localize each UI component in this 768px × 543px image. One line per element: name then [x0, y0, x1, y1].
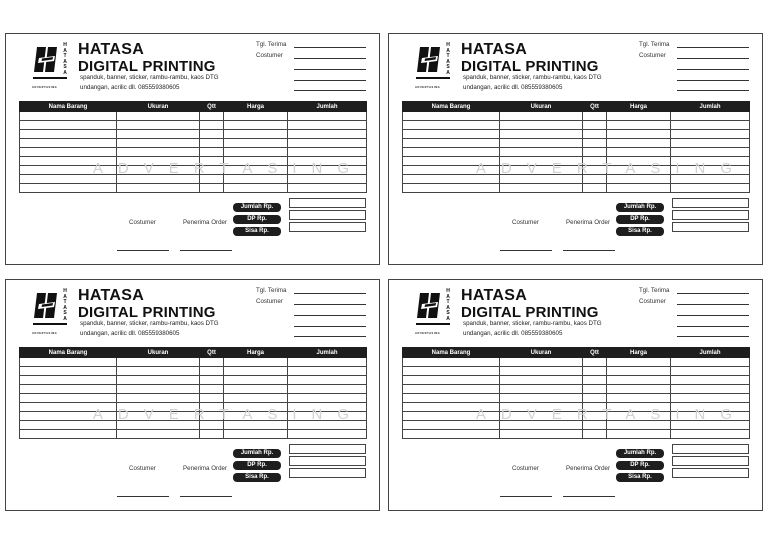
table-cell[interactable] [671, 139, 750, 148]
table-cell[interactable] [671, 148, 750, 157]
table-cell[interactable] [20, 394, 117, 403]
column-header: Harga [224, 102, 288, 112]
brand-title: HATASA [78, 41, 145, 58]
table-row [20, 184, 367, 193]
table-cell[interactable] [500, 376, 583, 385]
brand-title: HATASA [461, 41, 528, 58]
signature-costumer-label: Costumer [129, 465, 156, 472]
signature-costumer-line[interactable] [117, 250, 169, 251]
table-cell[interactable] [607, 394, 671, 403]
dp-label: DP Rp. [616, 215, 664, 224]
brand-subtitle: DIGITAL PRINTING [78, 58, 216, 75]
column-header: Nama Barang [403, 348, 500, 358]
table-cell[interactable] [607, 130, 671, 139]
table-row [20, 148, 367, 157]
table-body [20, 358, 367, 439]
table-cell[interactable] [671, 367, 750, 376]
signature-penerima-label: Penerima Order [566, 465, 611, 472]
jumlah-field[interactable] [672, 198, 749, 208]
costumer-line[interactable] [677, 58, 749, 59]
column-header: Harga [224, 348, 288, 358]
table-cell[interactable] [20, 148, 117, 157]
brand-title: HATASA [461, 287, 528, 304]
table-cell[interactable] [117, 130, 200, 139]
table-cell[interactable] [200, 130, 224, 139]
table-row [403, 121, 750, 130]
table-cell[interactable] [607, 148, 671, 157]
table-cell[interactable] [583, 376, 607, 385]
table-row [20, 367, 367, 376]
table-cell[interactable] [224, 112, 288, 121]
table-cell[interactable] [288, 367, 367, 376]
order-table [19, 347, 367, 439]
column-header: Qtt [583, 348, 607, 358]
costumer-line-2[interactable] [294, 69, 366, 70]
table-cell[interactable] [607, 184, 671, 193]
table-cell[interactable] [117, 139, 200, 148]
sisa-label: Sisa Rp. [233, 473, 281, 482]
table-cell[interactable] [20, 121, 117, 130]
brand-vertical: HATASA [446, 42, 450, 76]
table-cell[interactable] [117, 376, 200, 385]
signature-costumer-line[interactable] [500, 250, 552, 251]
jumlah-field[interactable] [289, 444, 366, 454]
table-row [403, 112, 750, 121]
table-cell[interactable] [224, 367, 288, 376]
dp-label: DP Rp. [233, 215, 281, 224]
column-header: Harga [607, 102, 671, 112]
table-cell[interactable] [671, 430, 750, 439]
signature-costumer-line[interactable] [500, 496, 552, 497]
table-cell[interactable] [500, 184, 583, 193]
table-cell[interactable] [583, 358, 607, 367]
brand-vertical: HATASA [446, 288, 450, 322]
costumer-label: Costumer [256, 298, 283, 305]
contact-line: undangan, acrilic dll. 085559380605 [463, 330, 563, 337]
jumlah-label: Jumlah Rp. [233, 203, 281, 212]
table-cell[interactable] [117, 394, 200, 403]
table-row [403, 139, 750, 148]
column-header: Jumlah [288, 348, 367, 358]
table-cell[interactable] [20, 385, 117, 394]
table-cell[interactable] [583, 367, 607, 376]
table-cell[interactable] [117, 184, 200, 193]
table-row [403, 148, 750, 157]
table-cell[interactable] [403, 385, 500, 394]
jumlah-label: Jumlah Rp. [616, 203, 664, 212]
services-line: spanduk, banner, sticker, rambu-rambu, kaos DTG [80, 320, 219, 327]
table-cell[interactable] [200, 184, 224, 193]
dp-label: DP Rp. [616, 461, 664, 470]
table-row [20, 376, 367, 385]
brand-vertical: HATASA [63, 42, 67, 76]
table-cell[interactable] [607, 385, 671, 394]
costumer-label: Costumer [639, 298, 666, 305]
table-cell[interactable] [607, 430, 671, 439]
table-cell[interactable] [288, 139, 367, 148]
table-cell[interactable] [288, 130, 367, 139]
signature-penerima-line[interactable] [180, 496, 232, 497]
table-cell[interactable] [403, 139, 500, 148]
table-row [403, 184, 750, 193]
table-row [403, 358, 750, 367]
costumer-line-2[interactable] [677, 315, 749, 316]
table-cell[interactable] [583, 385, 607, 394]
table-row [20, 121, 367, 130]
column-header: Nama Barang [403, 102, 500, 112]
column-header: Qtt [583, 102, 607, 112]
table-cell[interactable] [403, 148, 500, 157]
table-cell[interactable] [671, 385, 750, 394]
table-cell[interactable] [200, 394, 224, 403]
table-cell[interactable] [200, 148, 224, 157]
costumer-line-2[interactable] [294, 315, 366, 316]
order-table [402, 101, 750, 193]
table-cell[interactable] [117, 148, 200, 157]
costumer-line-3[interactable] [294, 326, 366, 327]
table-cell[interactable] [583, 430, 607, 439]
tgl-terima-label: Tgl. Terima [256, 287, 287, 294]
sisa-label: Sisa Rp. [616, 473, 664, 482]
tgl-terima-label: Tgl. Terima [256, 41, 287, 48]
column-header: Ukuran [500, 102, 583, 112]
services-line: spanduk, banner, sticker, rambu-rambu, kaos DTG [80, 74, 219, 81]
table-cell[interactable] [117, 430, 200, 439]
costumer-line[interactable] [294, 304, 366, 305]
dp-field[interactable] [672, 456, 749, 466]
table-header [403, 348, 750, 358]
table-cell[interactable] [20, 139, 117, 148]
table-cell[interactable] [671, 184, 750, 193]
table-cell[interactable] [117, 367, 200, 376]
table-body [20, 112, 367, 193]
table-header [403, 102, 750, 112]
table-cell[interactable] [288, 148, 367, 157]
table-cell[interactable] [224, 376, 288, 385]
sisa-field[interactable] [289, 468, 366, 478]
table-cell[interactable] [117, 112, 200, 121]
table-cell[interactable] [224, 184, 288, 193]
nota-bottom-right [388, 279, 763, 511]
table-cell[interactable] [583, 130, 607, 139]
signature-costumer-label: Costumer [129, 219, 156, 226]
table-cell[interactable] [671, 394, 750, 403]
costumer-line[interactable] [677, 304, 749, 305]
column-header: Jumlah [288, 102, 367, 112]
table-cell[interactable] [224, 358, 288, 367]
table-header [20, 102, 367, 112]
table-cell[interactable] [500, 385, 583, 394]
signature-costumer-label: Costumer [512, 219, 539, 226]
watermark: ADVERTASING [475, 160, 748, 177]
table-body [403, 358, 750, 439]
table-cell[interactable] [20, 430, 117, 439]
order-table [402, 347, 750, 439]
table-cell[interactable] [500, 430, 583, 439]
table-cell[interactable] [403, 112, 500, 121]
table-cell[interactable] [671, 112, 750, 121]
table-cell[interactable] [583, 121, 607, 130]
table-cell[interactable] [288, 358, 367, 367]
signature-penerima-line[interactable] [563, 496, 615, 497]
costumer-line-4[interactable] [294, 336, 366, 337]
table-cell[interactable] [583, 184, 607, 193]
table-cell[interactable] [403, 430, 500, 439]
table-cell[interactable] [224, 385, 288, 394]
brand-subtitle: DIGITAL PRINTING [461, 58, 599, 75]
dp-field[interactable] [289, 210, 366, 220]
table-cell[interactable] [500, 394, 583, 403]
costumer-line-3[interactable] [677, 326, 749, 327]
signature-costumer-line[interactable] [117, 496, 169, 497]
table-row [20, 358, 367, 367]
brand-subtitle: DIGITAL PRINTING [461, 304, 599, 321]
table-cell[interactable] [117, 121, 200, 130]
costumer-line[interactable] [294, 58, 366, 59]
column-header: Ukuran [117, 102, 200, 112]
table-cell[interactable] [20, 358, 117, 367]
tgl-terima-label: Tgl. Terima [639, 287, 670, 294]
sisa-field[interactable] [289, 222, 366, 232]
table-cell[interactable] [607, 121, 671, 130]
costumer-line-4[interactable] [677, 336, 749, 337]
signature-penerima-label: Penerima Order [566, 219, 611, 226]
signature-penerima-label: Penerima Order [183, 465, 228, 472]
tgl-terima-line[interactable] [677, 47, 749, 48]
table-cell[interactable] [403, 121, 500, 130]
table-cell[interactable] [288, 394, 367, 403]
table-cell[interactable] [403, 130, 500, 139]
table-cell[interactable] [607, 112, 671, 121]
costumer-line-3[interactable] [294, 80, 366, 81]
tgl-terima-line[interactable] [294, 293, 366, 294]
dp-label: DP Rp. [233, 461, 281, 470]
table-cell[interactable] [403, 358, 500, 367]
contact-line: undangan, acrilic dll. 085559380605 [463, 84, 563, 91]
table-row [20, 430, 367, 439]
table-cell[interactable] [20, 367, 117, 376]
table-cell[interactable] [403, 394, 500, 403]
table-cell[interactable] [224, 130, 288, 139]
table-cell[interactable] [200, 376, 224, 385]
table-cell[interactable] [607, 376, 671, 385]
table-cell[interactable] [224, 139, 288, 148]
table-cell[interactable] [200, 358, 224, 367]
table-cell[interactable] [583, 148, 607, 157]
nota-bottom-left [5, 279, 380, 511]
table-cell[interactable] [20, 130, 117, 139]
table-cell[interactable] [20, 376, 117, 385]
column-header: Ukuran [117, 348, 200, 358]
table-cell[interactable] [200, 385, 224, 394]
sisa-label: Sisa Rp. [233, 227, 281, 236]
dp-field[interactable] [672, 210, 749, 220]
costumer-label: Costumer [256, 52, 283, 59]
services-line: spanduk, banner, sticker, rambu-rambu, kaos DTG [463, 320, 602, 327]
table-row [20, 139, 367, 148]
table-cell[interactable] [403, 367, 500, 376]
table-cell[interactable] [288, 121, 367, 130]
table-cell[interactable] [20, 112, 117, 121]
logo-tagline: ADVERTASING [32, 332, 58, 335]
sisa-field[interactable] [672, 222, 749, 232]
table-cell[interactable] [117, 358, 200, 367]
column-header: Nama Barang [20, 348, 117, 358]
table-cell[interactable] [607, 358, 671, 367]
jumlah-field[interactable] [289, 198, 366, 208]
table-cell[interactable] [500, 121, 583, 130]
table-row [20, 130, 367, 139]
table-row [403, 430, 750, 439]
logo-tagline: ADVERTASING [415, 332, 441, 335]
table-cell[interactable] [403, 376, 500, 385]
jumlah-field[interactable] [672, 444, 749, 454]
sisa-label: Sisa Rp. [616, 227, 664, 236]
table-body [403, 112, 750, 193]
signature-penerima-line[interactable] [180, 250, 232, 251]
table-row [20, 112, 367, 121]
nota-top-left [5, 33, 380, 265]
brand-vertical: HATASA [63, 288, 67, 322]
tgl-terima-label: Tgl. Terima [639, 41, 670, 48]
costumer-line-3[interactable] [677, 80, 749, 81]
jumlah-label: Jumlah Rp. [233, 449, 281, 458]
services-line: spanduk, banner, sticker, rambu-rambu, kaos DTG [463, 74, 602, 81]
jumlah-label: Jumlah Rp. [616, 449, 664, 458]
logo-tagline: ADVERTASING [415, 86, 441, 89]
table-cell[interactable] [500, 148, 583, 157]
table-cell[interactable] [607, 367, 671, 376]
table-cell[interactable] [224, 394, 288, 403]
table-cell[interactable] [500, 139, 583, 148]
table-header [20, 348, 367, 358]
watermark: ADVERTASING [92, 406, 365, 423]
table-cell[interactable] [500, 130, 583, 139]
table-row [403, 385, 750, 394]
table-cell[interactable] [200, 112, 224, 121]
contact-line: undangan, acrilic dll. 085559380605 [80, 330, 180, 337]
table-cell[interactable] [20, 184, 117, 193]
logo-tagline: ADVERTASING [32, 86, 58, 89]
table-cell[interactable] [200, 139, 224, 148]
column-header: Jumlah [671, 102, 750, 112]
costumer-line-2[interactable] [677, 69, 749, 70]
watermark: ADVERTASING [92, 160, 365, 177]
contact-line: undangan, acrilic dll. 085559380605 [80, 84, 180, 91]
column-header: Harga [607, 348, 671, 358]
table-cell[interactable] [607, 139, 671, 148]
table-cell[interactable] [288, 112, 367, 121]
table-cell[interactable] [500, 112, 583, 121]
column-header: Qtt [200, 102, 224, 112]
table-cell[interactable] [403, 184, 500, 193]
tgl-terima-line[interactable] [294, 47, 366, 48]
column-header: Ukuran [500, 348, 583, 358]
column-header: Nama Barang [20, 102, 117, 112]
nota-top-right [388, 33, 763, 265]
costumer-line-4[interactable] [294, 90, 366, 91]
table-cell[interactable] [671, 121, 750, 130]
table-cell[interactable] [500, 358, 583, 367]
table-cell[interactable] [200, 430, 224, 439]
signature-penerima-label: Penerima Order [183, 219, 228, 226]
dp-field[interactable] [289, 456, 366, 466]
table-cell[interactable] [117, 385, 200, 394]
table-cell[interactable] [583, 139, 607, 148]
table-cell[interactable] [288, 184, 367, 193]
table-row [403, 394, 750, 403]
watermark: ADVERTASING [475, 406, 748, 423]
table-cell[interactable] [288, 385, 367, 394]
table-row [403, 376, 750, 385]
table-cell[interactable] [500, 367, 583, 376]
signature-penerima-line[interactable] [563, 250, 615, 251]
table-row [20, 394, 367, 403]
column-header: Jumlah [671, 348, 750, 358]
column-header: Qtt [200, 348, 224, 358]
table-cell[interactable] [224, 430, 288, 439]
table-cell[interactable] [200, 367, 224, 376]
table-cell[interactable] [224, 148, 288, 157]
table-cell[interactable] [288, 376, 367, 385]
sisa-field[interactable] [672, 468, 749, 478]
table-row [403, 130, 750, 139]
table-cell[interactable] [671, 130, 750, 139]
table-row [20, 385, 367, 394]
table-cell[interactable] [224, 121, 288, 130]
tgl-terima-line[interactable] [677, 293, 749, 294]
table-cell[interactable] [288, 430, 367, 439]
table-cell[interactable] [200, 121, 224, 130]
table-cell[interactable] [583, 112, 607, 121]
costumer-line-4[interactable] [677, 90, 749, 91]
signature-costumer-label: Costumer [512, 465, 539, 472]
order-table [19, 101, 367, 193]
table-cell[interactable] [671, 358, 750, 367]
table-cell[interactable] [671, 376, 750, 385]
brand-title: HATASA [78, 287, 145, 304]
table-row [403, 367, 750, 376]
brand-subtitle: DIGITAL PRINTING [78, 304, 216, 321]
costumer-label: Costumer [639, 52, 666, 59]
table-cell[interactable] [583, 394, 607, 403]
